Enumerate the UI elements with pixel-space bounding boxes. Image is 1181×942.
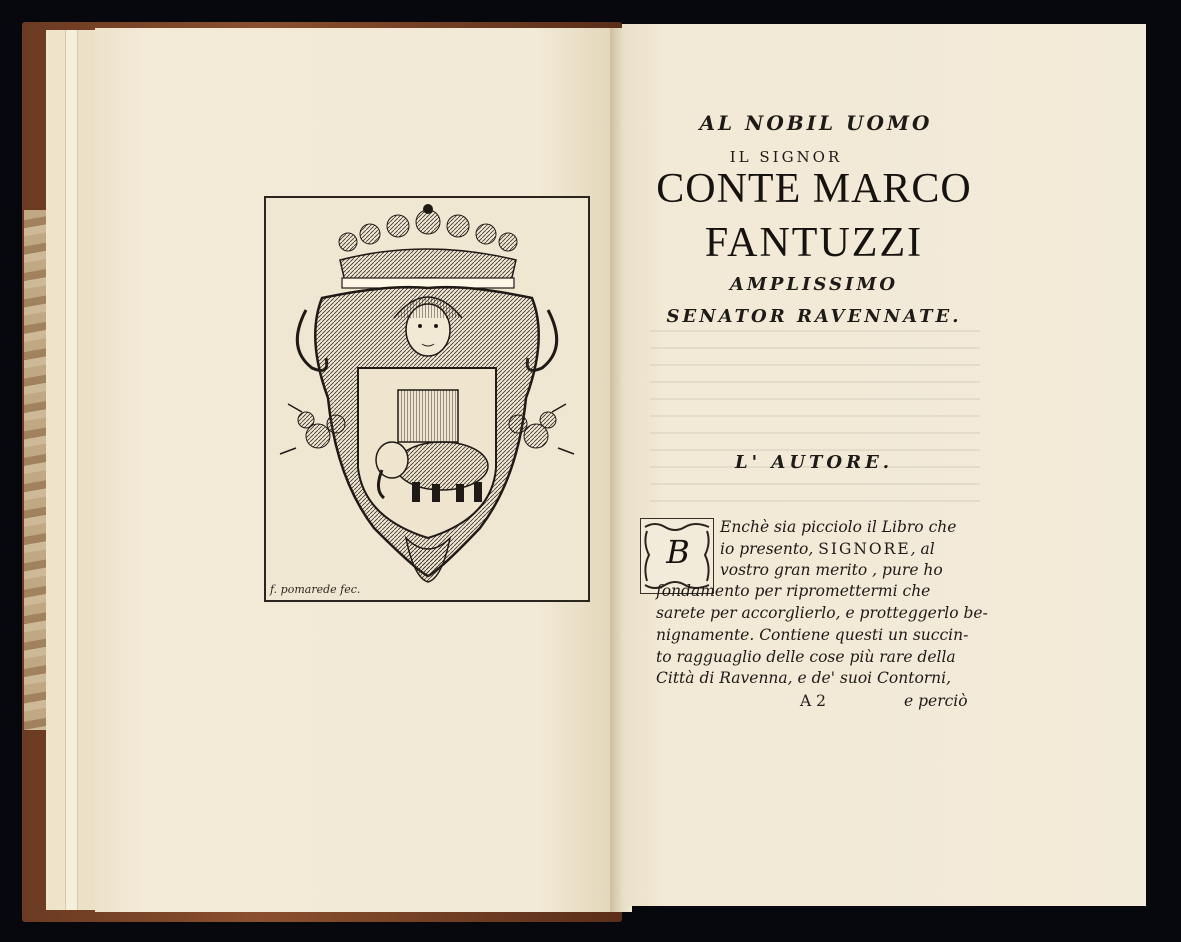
dedication-line-6: SENATOR RAVENNATE.: [666, 306, 962, 327]
signature-mark: A 2: [800, 692, 826, 710]
catchword: e perciò: [904, 692, 968, 710]
show-through-text: [650, 330, 980, 510]
engraver-signature: f. pomarede fec.: [270, 583, 361, 596]
body-line: sarete per accorglierlo, e protteggerlo be-: [656, 604, 988, 622]
dedication-line-4: FANTUZZI: [704, 220, 924, 266]
marbled-endpaper: [24, 210, 46, 730]
body-line: fondamento per ripromettermi che: [656, 582, 931, 600]
dedication-line-2: IL SIGNOR: [729, 148, 843, 166]
author-heading: L' AUTORE.: [734, 452, 894, 473]
dropcap-letter: B: [666, 533, 690, 571]
body-line: nignamente. Contiene questi un succin-: [656, 626, 969, 644]
body-line: Enchè sia picciolo il Libro che: [720, 518, 957, 536]
dedication-line-3: CONTE MARCO: [656, 166, 972, 212]
coat-of-arms-engraving: [264, 196, 590, 602]
page-edges: [78, 30, 96, 910]
body-line: Città di Ravenna, e de' suoi Contorni,: [656, 669, 952, 687]
body-line: to ragguaglio delle cose più rare della: [656, 648, 956, 666]
dedication-line-1: AL NOBIL UOMO: [699, 111, 933, 135]
page-edges: [46, 30, 66, 910]
crown-icon: [339, 204, 517, 288]
dedication-line-5: AMPLISSIMO: [729, 274, 899, 295]
coat-of-arms-illustration: [266, 198, 588, 600]
page-edges: [66, 30, 78, 910]
body-line: vostro gran merito , pure ho: [720, 561, 943, 579]
body-line: io presento, SIGNORE, al: [720, 540, 935, 558]
